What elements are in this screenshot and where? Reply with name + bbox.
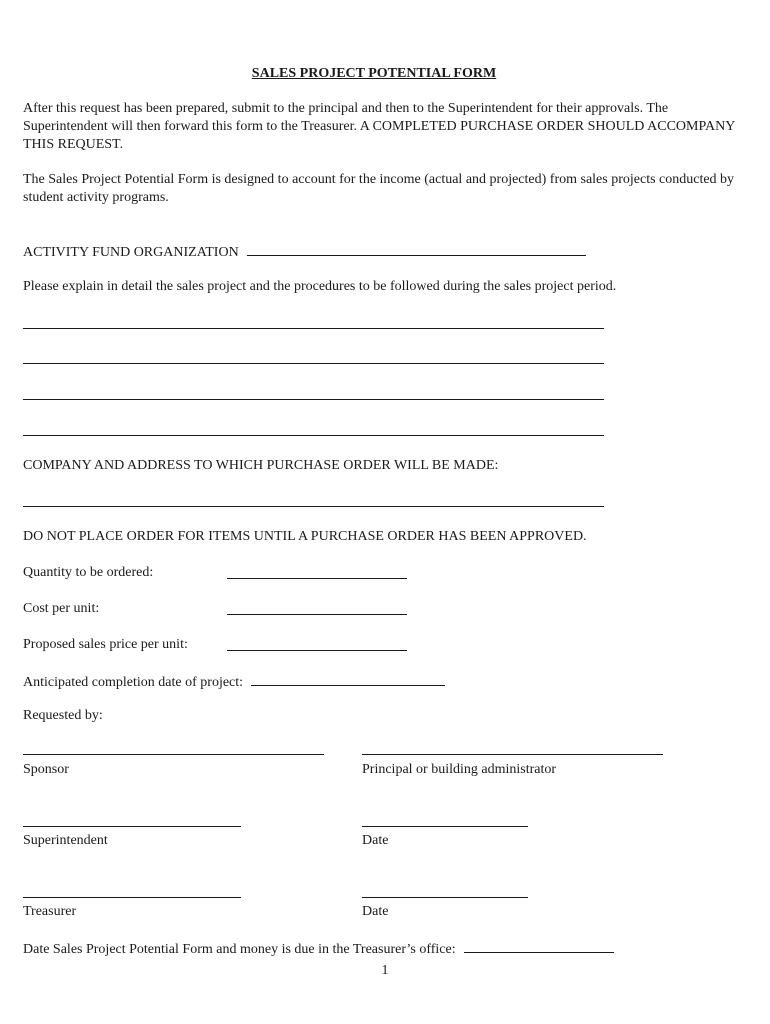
form-title: SALES PROJECT POTENTIAL FORM — [251, 66, 497, 81]
company-address-line[interactable] — [23, 506, 604, 507]
quantity-blank[interactable] — [227, 578, 407, 579]
due-date-blank[interactable] — [464, 939, 614, 953]
explanation-line-2[interactable] — [23, 363, 604, 364]
completion-date-field — [23, 672, 445, 692]
treasurer-label: Treasurer — [23, 904, 77, 919]
activity-fund-label: ACTIVITY FUND ORGANIZATION — [23, 245, 239, 260]
order-warning: DO NOT PLACE ORDER FOR ITEMS UNTIL A PURCHASE ORDER HAS BEEN APPROVED. — [23, 529, 587, 544]
treasurer-date-label: Date — [362, 904, 389, 919]
completion-date-label: Anticipated completion date of project: — [23, 675, 244, 690]
sponsor-signature-line[interactable] — [23, 754, 324, 755]
explanation-line-1[interactable] — [23, 328, 604, 329]
activity-fund-field — [23, 242, 586, 262]
page-number: 1 — [381, 963, 389, 978]
explanation-line-3[interactable] — [23, 399, 604, 400]
intro-paragraph: After this request has been prepared, submit to the principal and then to the Superintendent for their approvals. The Superintendent will then forward this form to the Treasurer. A COMPLETED PURCHASE ORDER SHOULD ACCOMPANY THIS REQUEST. — [23, 101, 735, 152]
completion-date-blank[interactable] — [251, 672, 445, 686]
price-label: Proposed sales price per unit: — [23, 637, 188, 652]
explanation-line-4[interactable] — [23, 435, 604, 436]
superintendent-date-label: Date — [362, 833, 389, 848]
purpose-paragraph: The Sales Project Potential Form is designed to account for the income (actual and projected) from sales projects conducted by student activity programs. — [23, 172, 735, 205]
quantity-label: Quantity to be ordered: — [23, 565, 154, 580]
company-address-label: COMPANY AND ADDRESS TO WHICH PURCHASE ORDER WILL BE MADE: — [23, 458, 499, 473]
treasurer-signature-line[interactable] — [23, 897, 241, 898]
cost-blank[interactable] — [227, 614, 407, 615]
principal-signature-line[interactable] — [362, 754, 663, 755]
explain-prompt: Please explain in detail the sales project and the procedures to be followed during the sales project period. — [23, 279, 617, 294]
sponsor-label: Sponsor — [23, 762, 69, 777]
due-date-label: Date Sales Project Potential Form and money is due in the Treasurer’s office: — [23, 942, 456, 957]
activity-fund-blank[interactable] — [247, 242, 586, 256]
due-date-field — [23, 939, 614, 959]
principal-label: Principal or building administrator — [362, 762, 557, 777]
superintendent-date-line[interactable] — [362, 826, 528, 827]
superintendent-signature-line[interactable] — [23, 826, 241, 827]
requested-by-label: Requested by: — [23, 708, 103, 723]
price-blank[interactable] — [227, 650, 407, 651]
cost-label: Cost per unit: — [23, 601, 100, 616]
superintendent-label: Superintendent — [23, 833, 108, 848]
treasurer-date-line[interactable] — [362, 897, 528, 898]
